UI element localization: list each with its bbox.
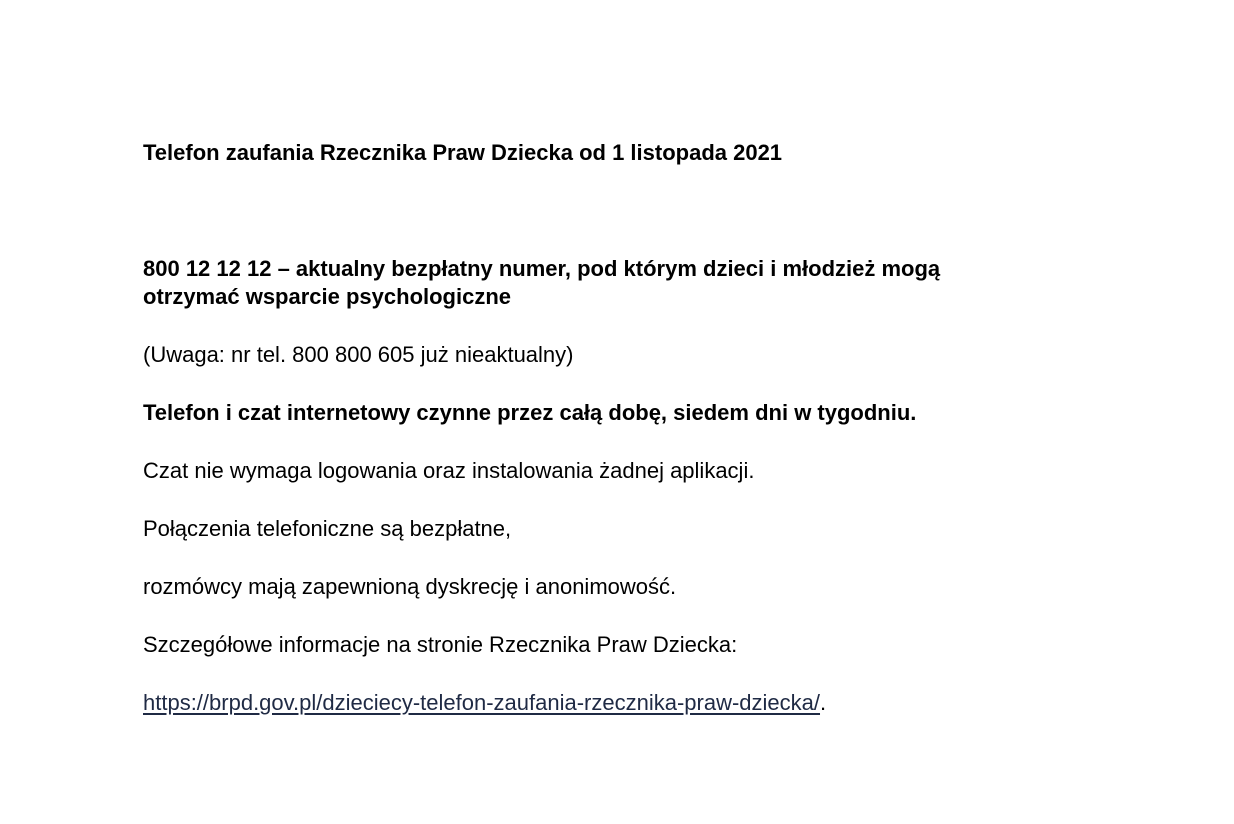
outdated-number-note: (Uwaga: nr tel. 800 800 605 już nieaktualny) <box>143 342 574 367</box>
document-title: Telefon zaufania Rzecznika Praw Dziecka od 1 listopada 2021 <box>143 140 783 165</box>
privacy-text: rozmówcy mają zapewnioną dyskrecję i anonimowość. <box>143 574 677 599</box>
link-trailing-period: . <box>820 690 827 715</box>
hotline-headline-line-1: 800 12 12 12 – aktualny bezpłatny numer, pod którym dzieci i młodzież mogą <box>143 256 941 281</box>
chat-info-text: Czat nie wymaga logowania oraz instalowania żadnej aplikacji. <box>143 458 755 483</box>
hotline-headline <box>143 255 940 311</box>
availability-text: Telefon i czat internetowy czynne przez całą dobę, siedem dni w tygodniu. <box>143 400 917 425</box>
website-link-line <box>143 689 826 717</box>
details-text: Szczegółowe informacje na stronie Rzecznika Praw Dziecka: <box>143 632 738 657</box>
hotline-headline-line-2: otrzymać wsparcie psychologiczne <box>143 284 512 309</box>
brpd-website-link[interactable]: https://brpd.gov.pl/dzieciecy-telefon-zaufania-rzecznika-praw-dziecka/ <box>143 690 821 715</box>
free-calls-text: Połączenia telefoniczne są bezpłatne, <box>143 516 512 541</box>
